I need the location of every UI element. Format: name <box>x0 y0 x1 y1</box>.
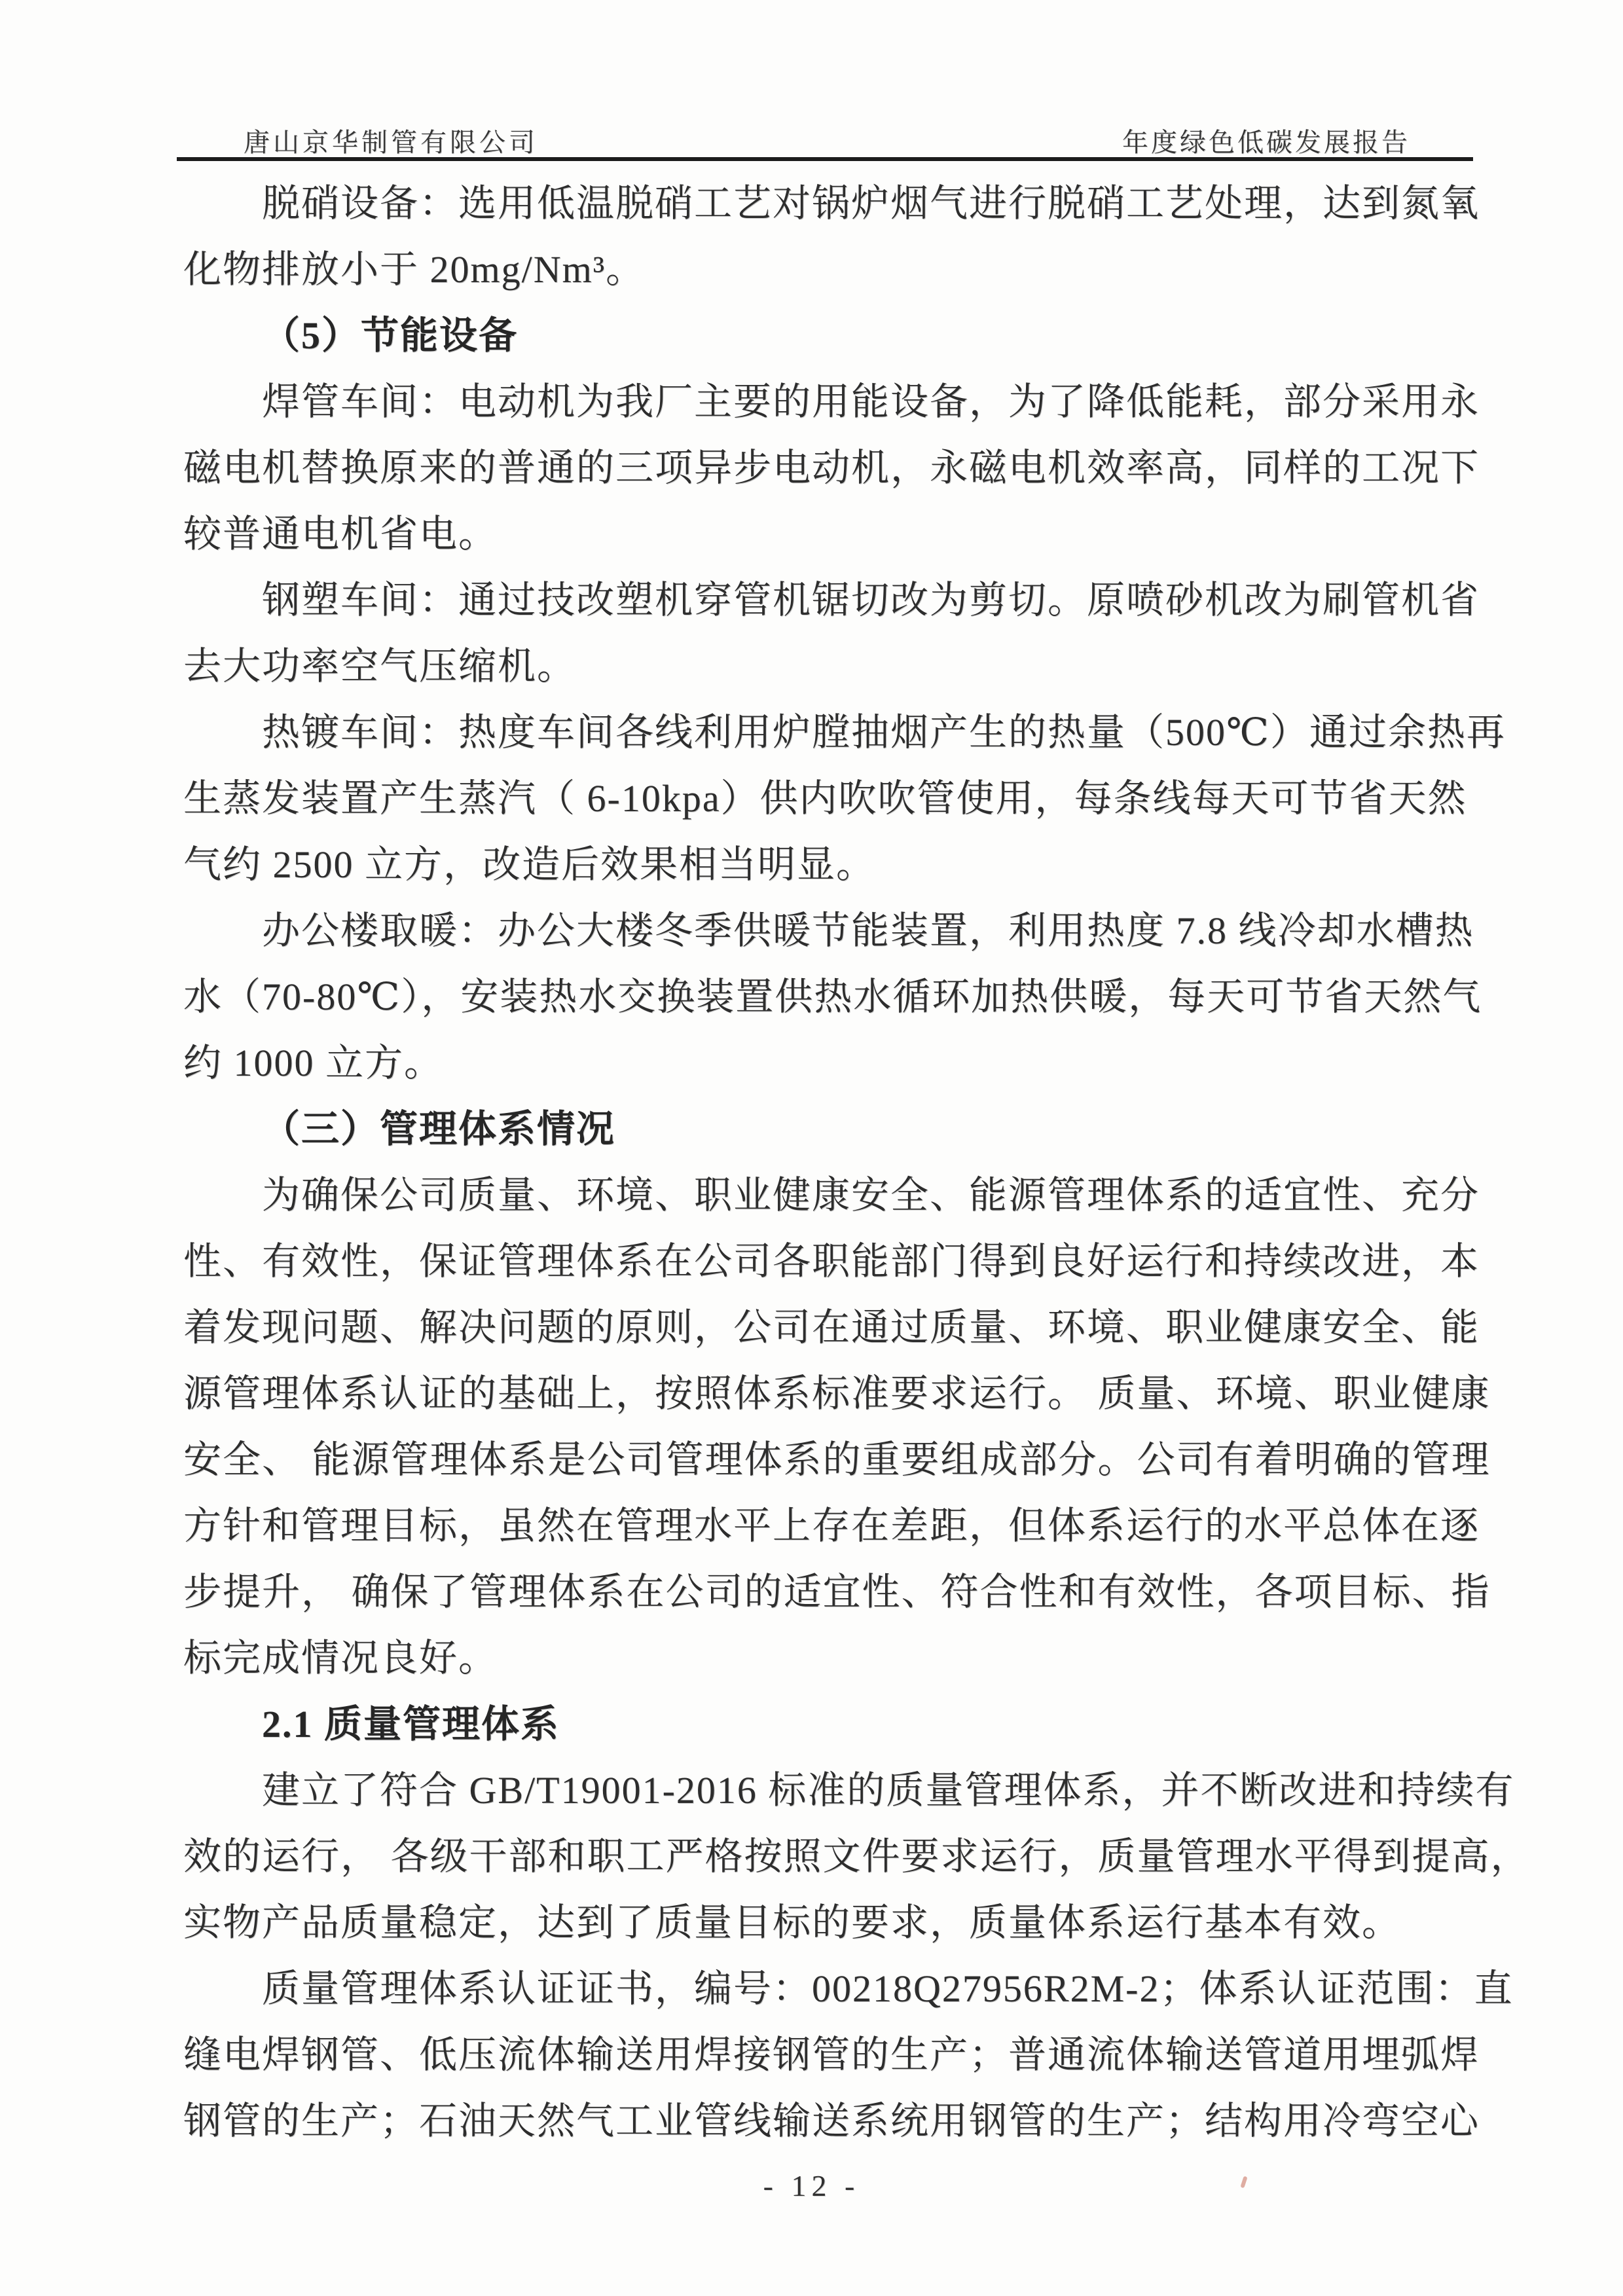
text-line: 磁电机替换原来的普通的三项异步电动机，永磁电机效率高，同样的工况下 <box>183 446 1480 489</box>
text-line: 性、有效性，保证管理体系在公司各职能部门得到良好运行和持续改进，本 <box>183 1240 1480 1283</box>
text-line: 缝电焊钢管、低压流体输送用焊接钢管的生产；普通流体输送管道用埋弧焊 <box>183 2033 1480 2076</box>
text-line: 去大功率空气压缩机。 <box>183 645 577 687</box>
heading-line: 2.1 质量管理体系 <box>262 1703 560 1745</box>
header-report-title: 年度绿色低碳发展报告 <box>1122 128 1410 157</box>
heading-line: （三）管理体系情况 <box>262 1108 616 1150</box>
text-line: 气约 2500 立方，改造后效果相当明显。 <box>183 843 876 886</box>
text-line: 较普通电机省电。 <box>183 513 498 555</box>
header-rule <box>177 157 1473 161</box>
text-line: 热镀车间：热度车间各线利用炉膛抽烟产生的热量（500℃）通过余热再 <box>262 711 1506 754</box>
heading-line: （5）节能设备 <box>262 314 519 357</box>
text-line: 钢管的生产；石油天然气工业管线输送系统用钢管的生产；结构用冷弯空心 <box>183 2100 1480 2142</box>
text-line: 着发现问题、解决问题的原则，公司在通过质量、环境、职业健康安全、能 <box>183 1306 1480 1349</box>
text-line: 生蒸发装置产生蒸汽（ 6-10kpa）供内吹吹管使用，每条线每天可节省天然 <box>183 777 1467 820</box>
text-line: 约 1000 立方。 <box>183 1042 444 1084</box>
text-line: 步提升， 确保了管理体系在公司的适宜性、符合性和有效性，各项目标、指 <box>183 1571 1491 1613</box>
text-line: 水（70-80℃），安装热水交换装置供热水循环加热供暖，每天可节省天然气 <box>183 975 1482 1018</box>
text-line: 办公楼取暖：办公大楼冬季供暖节能装置，利用热度 7.8 线冷却水槽热 <box>262 909 1474 952</box>
text-line: 方针和管理目标，虽然在管理水平上存在差距，但体系运行的水平总体在逐 <box>183 1504 1480 1547</box>
text-line: 建立了符合 GB/T19001-2016 标准的质量管理体系，并不断改进和持续有 <box>262 1769 1515 1812</box>
page-number: - 12 - <box>763 2169 860 2202</box>
text-line: 焊管车间：电动机为我厂主要的用能设备，为了降低能耗，部分采用永 <box>262 380 1480 423</box>
text-line: 效的运行， 各级干部和职工严格按照文件要求运行，质量管理水平得到提高， <box>183 1835 1530 1878</box>
text-line: 为确保公司质量、环境、职业健康安全、能源管理体系的适宜性、充分 <box>262 1174 1480 1216</box>
header-company-name: 唐山京华制管有限公司 <box>244 128 538 157</box>
text-line: 钢塑车间：通过技改塑机穿管机锯切改为剪切。原喷砂机改为刷管机省 <box>262 579 1480 621</box>
text-line: 标完成情况良好。 <box>183 1637 498 1679</box>
text-line: 化物排放小于 20mg/Nm³。 <box>183 248 646 291</box>
text-line: 质量管理体系认证证书，编号：00218Q27956R2M-2；体系认证范围：直 <box>262 1967 1514 2010</box>
text-line: 实物产品质量稳定，达到了质量目标的要求，质量体系运行基本有效。 <box>183 1901 1402 1944</box>
text-line: 安全、 能源管理体系是公司管理体系的重要组成部分。公司有着明确的管理 <box>183 1438 1491 1481</box>
text-line: 源管理体系认证的基础上，按照体系标准要求运行。 质量、环境、职业健康 <box>183 1372 1491 1415</box>
text-line: 脱硝设备：选用低温脱硝工艺对锅炉烟气进行脱硝工艺处理，达到氮氧 <box>262 182 1480 225</box>
document-body <box>183 170 1530 2154</box>
